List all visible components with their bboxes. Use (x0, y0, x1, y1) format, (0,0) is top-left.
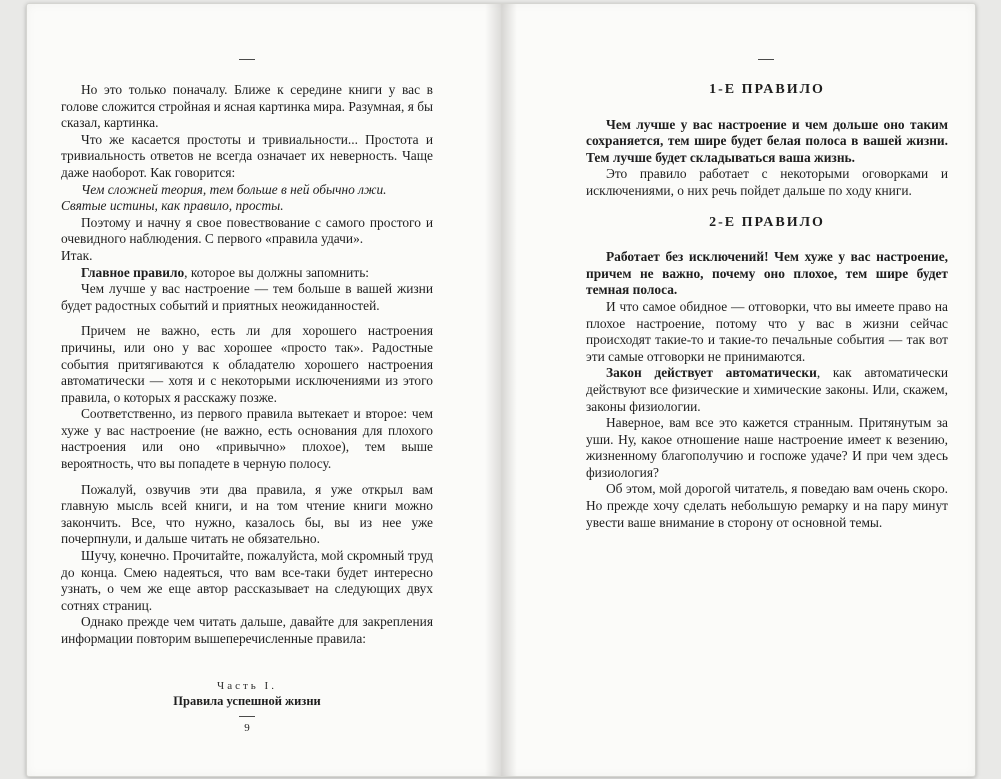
paragraph: Но это только поначалу. Ближе к середине книги у вас в голове сложится стройная и ясная картинка мира. Разумная, я бы сказал, картинка. (61, 82, 434, 131)
footer-part-label: Часть I. (217, 680, 277, 692)
epigraph-line: Святые истины, как правило, просты. (61, 198, 284, 214)
right-page-text-column (586, 82, 948, 531)
paragraph: Однако прежде чем читать дальше, давайте для закрепления информации повторим вышеперечисленные правила: (61, 614, 433, 646)
book-spread (26, 3, 976, 777)
left-page-text-column (61, 82, 433, 648)
paragraph: Поэтому и начну я свое повествование с самого простого и очевидного наблюдения. С первого «правила удачи». (61, 214, 433, 247)
paragraph-text: , как автоматически действуют все физические и химические законы. Или, скажем, законы физиологии. (586, 365, 949, 414)
right-page-top-ornament (758, 59, 774, 60)
paragraph (586, 365, 948, 415)
paragraph: Причем не важно, есть ли для хорошего настроения причины, или оно у вас хорошее «просто так». Радостные события притягиваются к обладателю хорошего настроения автоматически — хотя и с некоторыми исключениями из этого правила, о которых я расскажу позже. (61, 323, 433, 405)
paragraph: Соответственно, из первого правила вытекает и второе: чем хуже у вас настроение (не важно, есть основания для плохого настроения или оно «привычно» плохое), тем выше вероятность, что вы попадете в черную полосу. (61, 406, 433, 472)
epigraph-line: Чем сложней теория, тем больше в ней обычно лжи. (81, 181, 387, 197)
paragraph: Пожалуй, озвучив эти два правила, я уже открыл вам главную мысль всей книги, и на том чтение книги можно закончить. Все, что нужно, казалось бы, вы из нее уже почерпнули, и дальше читать не обязательно. (61, 481, 433, 547)
paragraph: Это правило работает с некоторыми оговорками и исключениями, о них речь пойдет дальше по ходу книги. (586, 166, 948, 198)
paragraph (61, 265, 433, 282)
rule-1-statement: Чем лучше у вас настроение и чем дольше оно таким сохраняется, тем шире будет белая полоса в вашей жизни. Тем лучше будет складываться ваша жизнь. (586, 116, 948, 165)
bold-lead: Закон действует автоматически (606, 365, 817, 381)
footer-section-title: Правила успешной жизни (173, 694, 321, 708)
rule-2-statement: Работает без исключений! Чем хуже у вас настроение, причем не важно, почему оно плохое, тем шире будет темная полоса. (586, 249, 948, 298)
left-page-footer (61, 680, 433, 734)
paragraph: Чем лучше у вас настроение — тем больше в вашей жизни будет радостных событий и приятных неожиданностей. (61, 281, 433, 313)
paragraph-text: , которое вы должны запомнить: (184, 264, 370, 280)
page-gutter-shadow (485, 4, 517, 776)
left-page-top-ornament (239, 59, 255, 60)
bold-lead: Главное правило (81, 264, 185, 280)
page-number: 9 (244, 722, 250, 734)
paragraph: Наверное, вам все это кажется странным. Притянутым за уши. Ну, какое отношение наше настроение имеет к везению, жизненному благополучию и госпоже удаче? И при чем здесь физиология? (586, 415, 948, 480)
paragraph: Итак. (61, 247, 93, 263)
rule-1-heading: 1-Е ПРАВИЛО (709, 82, 825, 97)
paragraph: И что самое обидное — отговорки, что вы имеете право на плохое настроение, потому что у вас в жизни сейчас происходят такие-то и такие-то печальные события — так вот эти самые отговорки не принимаются. (586, 298, 948, 364)
rule-2-heading: 2-Е ПРАВИЛО (709, 214, 825, 230)
footer-rule (239, 716, 255, 717)
paragraph: Об этом, мой дорогой читатель, я поведаю вам очень скоро. Но прежде хочу сделать небольшую ремарку и на пару минут увести ваше внимание в сторону от основной темы. (586, 481, 948, 530)
paragraph: Шучу, конечно. Прочитайте, пожалуйста, мой скромный труд до конца. Смею надеяться, что вам все-таки будет интересно узнать, о чем же еще автор рассказывает на следующих двух сотнях страниц. (61, 548, 433, 613)
paragraph: Что же касается простоты и тривиальности... Простота и тривиальность ответов не всегда означает их неверность. Чаще даже наоборот. Как говорится: (61, 131, 433, 180)
